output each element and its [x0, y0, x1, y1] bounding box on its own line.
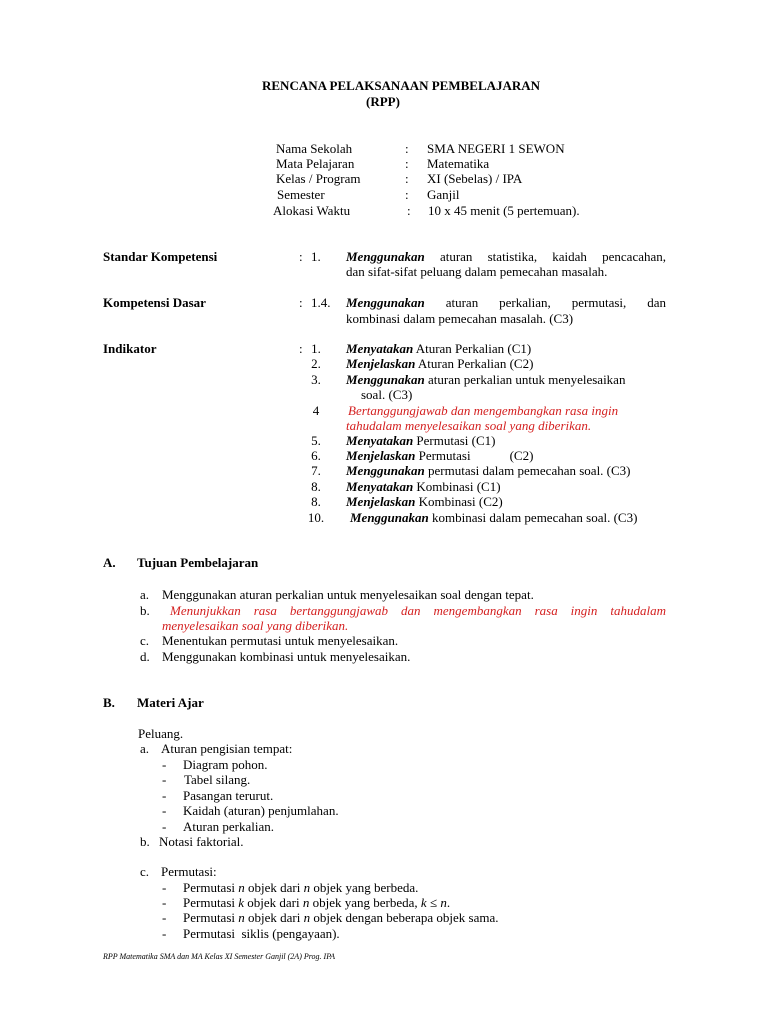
section-a-item-letter: a. [140, 587, 150, 602]
section-a-item: Menggunakan kombinasi untuk menyelesaikan. [162, 649, 411, 664]
bullet-dash: - [162, 803, 167, 818]
bullet-dash: - [162, 772, 167, 787]
identity-label: Semester [277, 187, 325, 202]
indikator-item [346, 463, 631, 478]
identity-label: Alokasi Waktu [273, 203, 351, 218]
materi-c-item: Permutasi siklis (pengayaan). [183, 926, 340, 941]
indikator-number: 6. [311, 448, 321, 463]
identity-colon: : [407, 203, 411, 218]
indikator-colon: : [299, 341, 303, 356]
materi-a-item: Aturan perkalian. [183, 819, 274, 834]
identity-value: XI (Sebelas) / IPA [427, 171, 523, 186]
identity-value: 10 x 45 menit (5 pertemuan). [428, 203, 580, 218]
indikator-rest: Aturan Perkalian (C1) [413, 341, 532, 356]
indikator-verb: Menjelaskan [346, 494, 416, 509]
indikator-item [346, 341, 531, 356]
indikator-rest: Permutasi (C2) [415, 448, 534, 463]
indikator-highlight-line1: Bertanggungjawab dan mengembangkan rasa ingin [348, 403, 619, 418]
indikator-label: Indikator [103, 341, 157, 356]
indikator-verb: Menggunakan [346, 463, 425, 478]
standar-colon: : [299, 249, 303, 264]
standar-rest: aturan statistika, kaidah pencacahan, [439, 249, 666, 264]
bullet-dash: - [162, 880, 167, 895]
indikator-rest: Kombinasi (C1) [413, 479, 501, 494]
section-a-item: Menentukan permutasi untuk menyelesaikan. [162, 633, 399, 648]
materi-a-item: Tabel silang. [184, 772, 251, 787]
materi-a-item: Pasangan terurut. [183, 788, 274, 803]
materi-a-item: Kaidah (aturan) penjumlahan. [183, 803, 339, 818]
indikator-number: 3. [311, 372, 321, 387]
identity-label: Nama Sekolah [276, 141, 353, 156]
materi-a-letter: a. [140, 741, 150, 756]
section-a-item-letter: c. [140, 633, 150, 648]
indikator-number: 1. [311, 341, 321, 356]
indikator-rest: Permutasi (C1) [413, 433, 496, 448]
indikator-verb: Menggunakan [350, 510, 429, 525]
materi-c-item: Permutasi k objek dari n objek yang berbeda, k ≤ n. [183, 895, 451, 910]
indikator-number: 8. [311, 479, 321, 494]
section-a-item-letter: b. [140, 603, 150, 618]
materi-c-item: Permutasi n objek dari n objek dengan beberapa objek sama. [183, 910, 499, 925]
identity-colon: : [405, 156, 409, 171]
materi-a-text: Aturan pengisian tempat: [161, 741, 293, 756]
standar-verb: Menggunakan [346, 249, 425, 264]
materi-c-text: Permutasi: [161, 864, 217, 879]
indikator-item [346, 433, 496, 448]
indikator-verb: Menyatakan [346, 341, 414, 356]
indikator-verb: Menjelaskan [346, 448, 416, 463]
identity-value: Matematika [427, 156, 490, 171]
section-b-intro: Peluang. [138, 726, 184, 741]
identity-value: SMA NEGERI 1 SEWON [427, 141, 565, 156]
indikator-number: 7. [311, 463, 321, 478]
indikator-verb: Menyatakan [346, 433, 414, 448]
bullet-dash: - [162, 788, 167, 803]
indikator-rest: aturan perkalian untuk menyelesaikan [424, 372, 626, 387]
bullet-dash: - [162, 757, 167, 772]
materi-c-letter: c. [140, 864, 150, 879]
identity-value: Ganjil [427, 187, 460, 202]
indikator-rest: permutasi dalam pemecahan soal. (C3) [424, 463, 631, 478]
indikator-verb: Menggunakan [346, 372, 425, 387]
section-a-item: Menggunakan aturan perkalian untuk menyelesaikan soal dengan tepat. [162, 587, 534, 602]
standar-text-line2: dan sifat-sifat peluang dalam pemecahan masalah. [346, 264, 608, 279]
indikator-number: 5. [311, 433, 321, 448]
identity-label: Mata Pelajaran [276, 156, 355, 171]
kompetensi-text-line1 [346, 295, 666, 310]
indikator-item-continuation: soal. (C3) [361, 387, 413, 402]
bullet-dash: - [162, 895, 167, 910]
section-b-heading: Materi Ajar [137, 695, 204, 710]
indikator-item [346, 494, 503, 509]
indikator-item [346, 372, 625, 387]
indikator-number: 4 [312, 403, 320, 418]
indikator-number: 8. [311, 494, 321, 509]
bullet-dash: - [162, 819, 167, 834]
kompetensi-text-line2: kombinasi dalam pemecahan masalah. (C3) [346, 311, 574, 326]
kompetensi-colon: : [299, 295, 303, 310]
document-subtitle: (RPP) [366, 94, 400, 109]
standar-number: 1. [311, 249, 321, 264]
indikator-item [346, 448, 533, 463]
identity-colon: : [405, 171, 409, 186]
bullet-dash: - [162, 926, 167, 941]
section-b-letter: B. [103, 695, 115, 710]
materi-b-letter: b. [140, 834, 150, 849]
identity-label: Kelas / Program [276, 171, 361, 186]
indikator-verb: Menyatakan [346, 479, 414, 494]
standar-text-line1 [346, 249, 666, 264]
indikator-item [346, 356, 533, 371]
indikator-rest: Kombinasi (C2) [415, 494, 503, 509]
indikator-highlight-line2: tahudalam menyelesaikan soal yang diberikan. [346, 418, 592, 433]
section-a-highlight-line1: Menunjukkan rasa bertanggungjawab dan mengembangkan rasa ingin tahudalam [170, 603, 666, 618]
kompetensi-verb: Menggunakan [346, 295, 425, 310]
kompetensi-rest: aturan perkalian, permutasi, dan [445, 295, 666, 310]
identity-colon: : [405, 187, 409, 202]
standar-kompetensi-label: Standar Kompetensi [103, 249, 218, 264]
section-a-heading: Tujuan Pembelajaran [137, 555, 259, 570]
indikator-item [350, 510, 637, 525]
materi-a-item: Diagram pohon. [183, 757, 268, 772]
materi-b-text: Notasi faktorial. [159, 834, 244, 849]
materi-c-item: Permutasi n objek dari n objek yang berbeda. [183, 880, 419, 895]
kompetensi-dasar-label: Kompetensi Dasar [103, 295, 206, 310]
bullet-dash: - [162, 910, 167, 925]
section-a-letter: A. [103, 555, 116, 570]
indikator-number: 10. [307, 510, 325, 525]
indikator-rest: kombinasi dalam pemecahan soal. (C3) [428, 510, 638, 525]
section-a-highlight-line2: menyelesaikan soal yang diberikan. [162, 618, 349, 633]
section-a-item-letter: d. [140, 649, 150, 664]
page-footer: RPP Matematika SMA dan MA Kelas XI Semester Ganjil (2A) Prog. IPA [103, 952, 335, 961]
indikator-rest: Aturan Perkalian (C2) [415, 356, 534, 371]
identity-colon: : [405, 141, 409, 156]
kompetensi-number: 1.4. [311, 295, 331, 310]
indikator-number: 2. [311, 356, 321, 371]
document-title: RENCANA PELAKSANAAN PEMBELAJARAN [262, 78, 541, 93]
indikator-verb: Menjelaskan [346, 356, 416, 371]
indikator-item [346, 479, 501, 494]
